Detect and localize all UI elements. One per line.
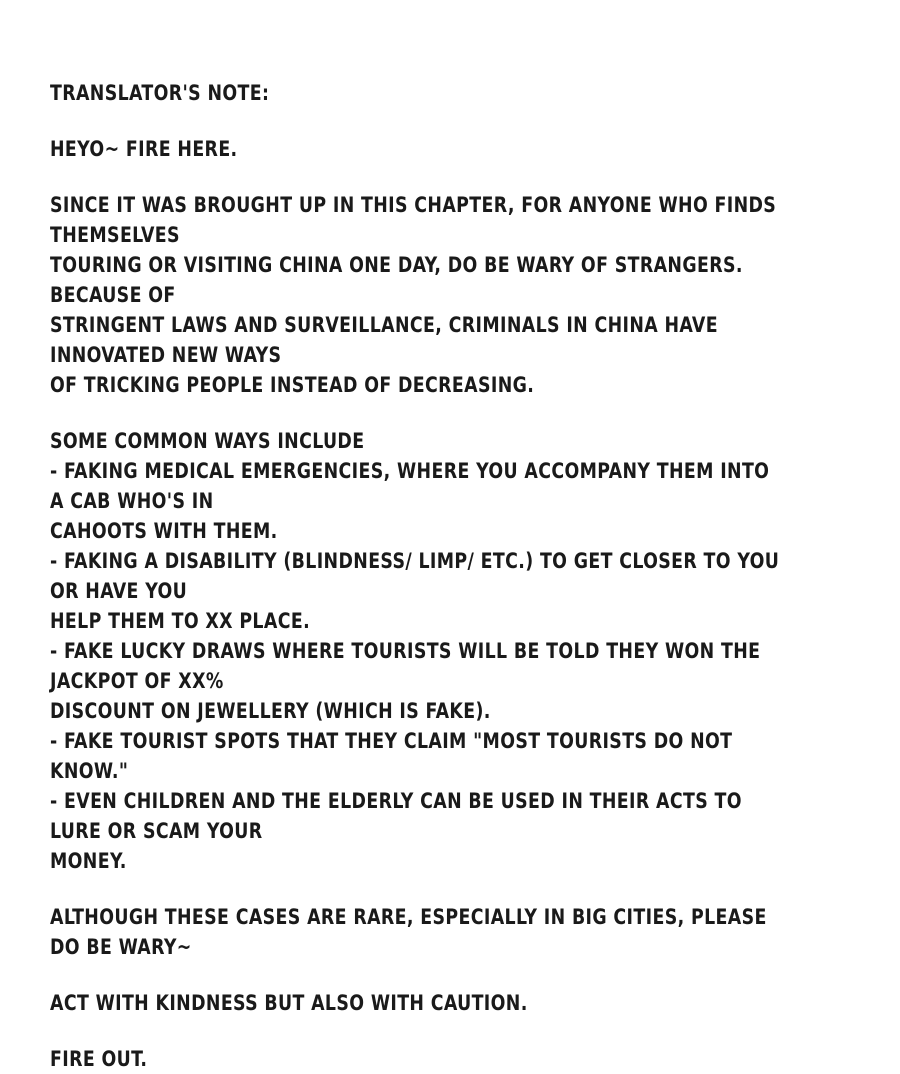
note-block-intro (50, 190, 850, 400)
note-line: CAHOOTS WITH THEM. (50, 519, 278, 543)
note-line: HELP THEM TO XX PLACE. (50, 609, 311, 633)
note-line: OF TRICKING PEOPLE INSTEAD OF DECREASING. (50, 373, 535, 397)
note-block-common-ways (50, 426, 850, 876)
note-line: ALTHOUGH THESE CASES ARE RARE, ESPECIALLY IN BIG CITIES, PLEASE DO BE WARY~ (50, 905, 774, 959)
note-line: STRINGENT LAWS AND SURVEILLANCE, CRIMINALS IN CHINA HAVE INNOVATED NEW WAYS (50, 313, 725, 367)
translator-note-body (50, 78, 850, 1074)
note-line: TRANSLATOR'S NOTE: (50, 81, 270, 105)
note-block-advice (50, 988, 850, 1018)
note-line: SOME COMMON WAYS INCLUDE (50, 429, 365, 453)
note-line: DISCOUNT ON JEWELLERY (WHICH IS FAKE). (50, 699, 491, 723)
note-line: HEYO~ FIRE HERE. (50, 137, 238, 161)
note-line: MONEY. (50, 849, 127, 873)
note-line: SINCE IT WAS BROUGHT UP IN THIS CHAPTER, FOR ANYONE WHO FINDS THEMSELVES (50, 193, 783, 247)
note-line: FIRE OUT. (50, 1047, 148, 1071)
note-line: ACT WITH KINDNESS BUT ALSO WITH CAUTION. (50, 991, 528, 1015)
note-line: - EVEN CHILDREN AND THE ELDERLY CAN BE USED IN THEIR ACTS TO LURE OR SCAM YOUR (50, 789, 749, 843)
note-line: - FAKE LUCKY DRAWS WHERE TOURISTS WILL BE TOLD THEY WON THE JACKPOT OF XX% (50, 639, 767, 693)
note-block-signoff (50, 1044, 850, 1074)
note-block-heading (50, 78, 850, 108)
note-line: - FAKING MEDICAL EMERGENCIES, WHERE YOU ACCOMPANY THEM INTO A CAB WHO'S IN (50, 459, 776, 513)
note-line: TOURING OR VISITING CHINA ONE DAY, DO BE WARY OF STRANGERS. BECAUSE OF (50, 253, 750, 307)
note-line: - FAKING A DISABILITY (BLINDNESS/ LIMP/ ETC.) TO GET CLOSER TO YOU OR HAVE YOU (50, 549, 786, 603)
note-block-greeting (50, 134, 850, 164)
note-line: - FAKE TOURIST SPOTS THAT THEY CLAIM "MOST TOURISTS DO NOT KNOW." (50, 729, 739, 783)
note-block-reassurance (50, 902, 850, 962)
